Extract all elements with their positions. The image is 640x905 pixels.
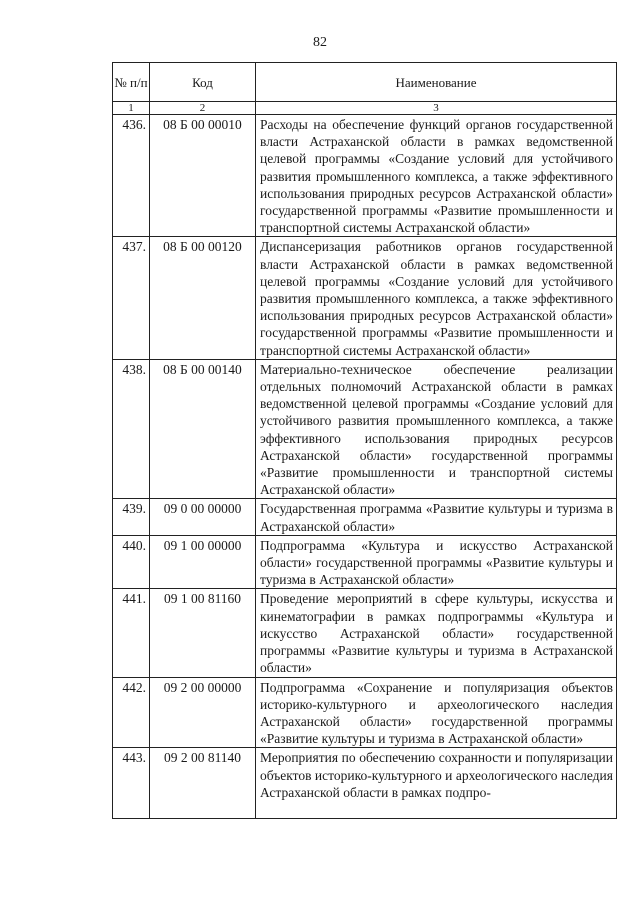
budget-code-table	[112, 62, 617, 819]
table-row	[113, 535, 617, 589]
row-code: 08 Б 00 00140	[150, 359, 256, 499]
column-index-row	[113, 102, 617, 115]
row-number: 436.	[113, 115, 150, 237]
row-code: 08 Б 00 00010	[150, 115, 256, 237]
column-header-code: Код	[150, 63, 256, 102]
row-name-text: Мероприятия по обеспечению сохранности и популяризации объектов историко-культурного и археологического наследия Астраханской области в рамках подпро-	[260, 750, 613, 800]
row-name: Диспансеризация работников органов государственной власти Астраханской области в рамках ведомственной целевой программы «Создание условий для устойчивого развития промышленного комплекса, а также эффективного использования природных ресурсов Астраханской области» государственной программы «Развитие промышленности и транспортной системы Астраханской области»	[256, 237, 617, 359]
table-row	[113, 115, 617, 237]
row-number: 439.	[113, 499, 150, 535]
row-number: 438.	[113, 359, 150, 499]
row-number: 443.	[113, 748, 150, 819]
row-number: 440.	[113, 535, 150, 589]
row-code: 08 Б 00 00120	[150, 237, 256, 359]
row-name: Подпрограмма «Сохранение и популяризация объектов историко-культурного и археологического наследия Астраханской области» государственной программы «Развитие культуры и туризма в Астраханской области»	[256, 677, 617, 748]
row-code: 09 1 00 81160	[150, 589, 256, 677]
table-row	[113, 677, 617, 748]
table-row	[113, 237, 617, 359]
column-index-3: 3	[256, 102, 617, 115]
row-name: Материально-техническое обеспечение реализации отдельных полномочий Астраханской области в рамках ведомственной целевой программы «Создание условий для устойчивого развития промышленного комплекса, а также эффективного использования природных ресурсов Астраханской области» государственной программы «Развитие промышленности и транспортной системы Астраханской области»	[256, 359, 617, 499]
row-name: Проведение мероприятий в сфере культуры, искусства и кинематографии в рамках подпрограммы «Культура и искусство Астраханской области» государственной программы «Развитие культуры и туризма в Астраханской области»	[256, 589, 617, 677]
column-header-name: Наименование	[256, 63, 617, 102]
table-row	[113, 589, 617, 677]
table-row	[113, 359, 617, 499]
row-number: 437.	[113, 237, 150, 359]
row-name: Подпрограмма «Культура и искусство Астраханской области» государственной программы «Развитие культуры и туризма в Астраханской области»	[256, 535, 617, 589]
row-name	[256, 748, 617, 819]
column-index-1: 1	[113, 102, 150, 115]
table-row	[113, 499, 617, 535]
row-number: 442.	[113, 677, 150, 748]
row-code: 09 0 00 00000	[150, 499, 256, 535]
table-header-row	[113, 63, 617, 102]
row-code: 09 1 00 00000	[150, 535, 256, 589]
column-index-2: 2	[150, 102, 256, 115]
row-code: 09 2 00 81140	[150, 748, 256, 819]
row-name: Расходы на обеспечение функций органов государственной власти Астраханской области в рамках ведомственной целевой программы «Создание условий для устойчивого развития промышленного комплекса, а также эффективного использования природных ресурсов Астраханской области» государственной программы «Развитие промышленности и транспортной системы Астраханской области»	[256, 115, 617, 237]
page-number: 82	[313, 35, 327, 50]
column-header-number: № п/п	[113, 63, 150, 102]
row-name: Государственная программа «Развитие культуры и туризма в Астраханской области»	[256, 499, 617, 535]
row-code: 09 2 00 00000	[150, 677, 256, 748]
table-row	[113, 748, 617, 819]
row-number: 441.	[113, 589, 150, 677]
